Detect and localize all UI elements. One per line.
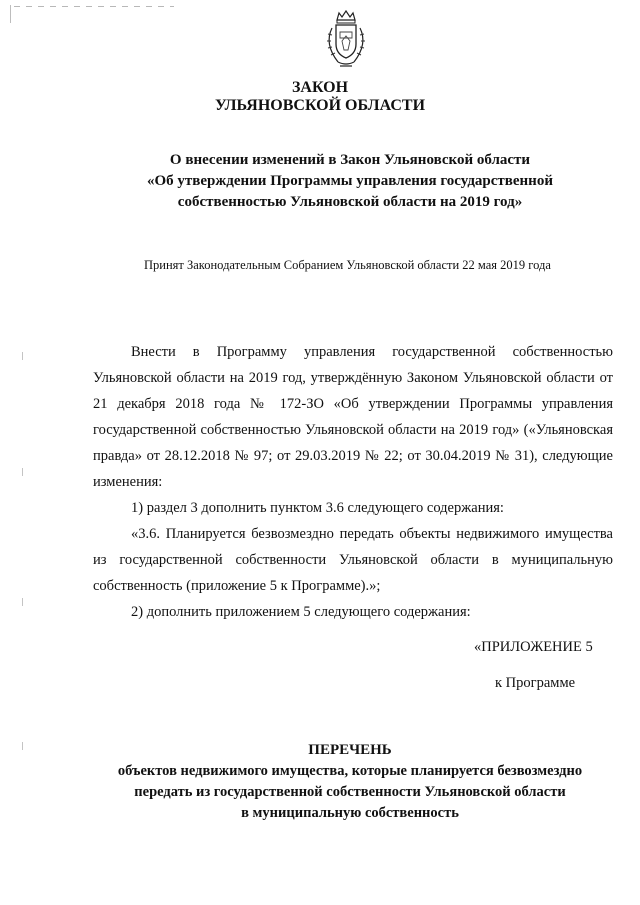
scan-corner-mark — [10, 5, 11, 23]
list-title-line: в муниципальную собственность — [241, 805, 459, 821]
law-title-line: УЛЬЯНОВСКОЙ ОБЛАСТИ — [214, 97, 426, 114]
appendix-reference: к Программе — [495, 675, 576, 691]
appendix-label: «ПРИЛОЖЕНИЕ 5 — [474, 639, 593, 655]
law-subject — [0, 150, 640, 213]
body-text — [93, 339, 613, 625]
scan-edge-mark — [22, 352, 23, 360]
adoption-note: Принят Законодательным Собранием Ульяновской области 22 мая 2019 года — [144, 258, 551, 272]
scan-edge-mark — [22, 598, 23, 606]
scan-edge-mark — [22, 468, 23, 476]
paragraph: «3.6. Планируется безвозмездно передать объекты недвижимого имущества из государственной собственности Ульяновской области в муниципальную собственность (приложение 5 к Программе).»; — [93, 526, 613, 594]
paragraph: Внести в Программу управления государственной собственностью Ульяновской области на 2019 год, утверждённую Законом Ульяновской области от 21 декабря 2018 года № 172-ЗО «Об утверждении Программы управления государственной собственностью Ульяновской области на 2019 год» («Ульяновская правда» от 28.12.2018 № 97; от 29.03.2019 № 22; от 30.04.2019 № 31), следующие изменения: — [93, 344, 613, 490]
coat-of-arms-emblem — [318, 8, 374, 70]
list-heading — [0, 740, 640, 824]
subject-line: «Об утверждении Программы управления государственной — [147, 173, 553, 189]
paragraph: 2) дополнить приложением 5 следующего содержания: — [131, 604, 471, 620]
subject-line: собственностью Ульяновской области на 2019 год» — [177, 194, 523, 210]
law-title-line: ЗАКОН — [291, 79, 349, 96]
list-title: ПЕРЕЧЕНЬ — [308, 742, 392, 758]
scan-dashed-line — [14, 6, 174, 7]
list-title-line: объектов недвижимого имущества, которые планируется безвозмездно — [117, 763, 583, 779]
coat-of-arms-icon — [318, 8, 374, 70]
list-title-line: передать из государственной собственности Ульяновской области — [134, 784, 566, 800]
subject-line: О внесении изменений в Закон Ульяновской области — [169, 152, 531, 168]
law-title — [0, 79, 640, 115]
paragraph: 1) раздел 3 дополнить пунктом 3.6 следующего содержания: — [131, 500, 504, 516]
